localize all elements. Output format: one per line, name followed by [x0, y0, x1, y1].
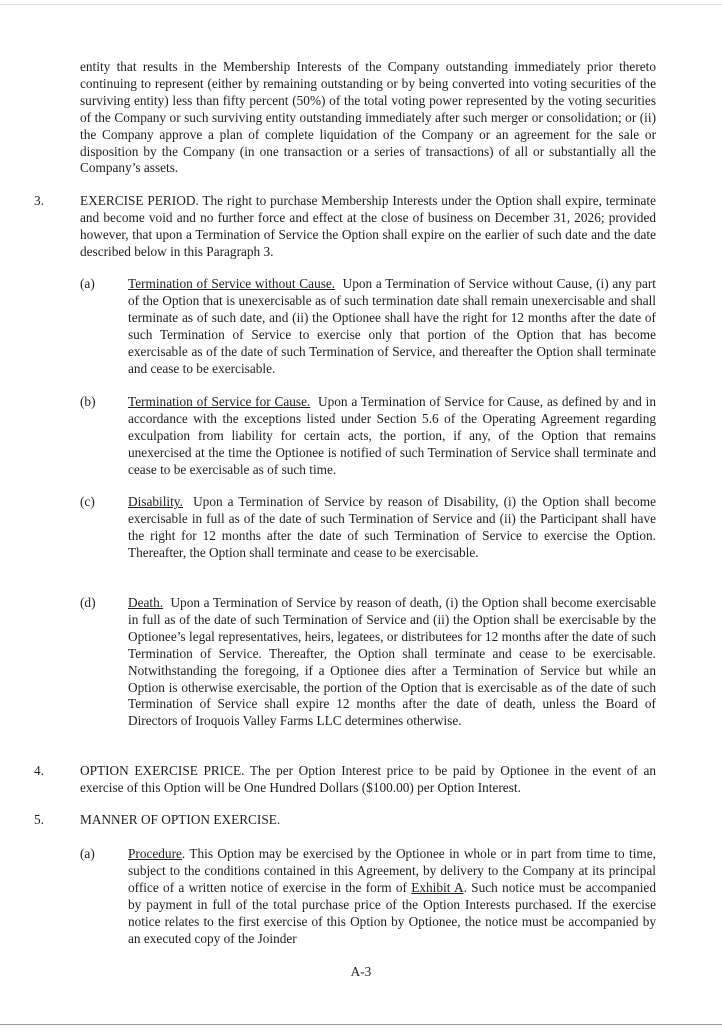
section-5a-exhibit-ref: Exhibit A [411, 879, 464, 895]
section-3d-text: Upon a Termination of Service by reason of death, (i) the Option shall become exercisable in full as of the date of such Termination of Service and (ii) the Option shall be exercisable by the Optionee’s legal representatives, heirs, legatees, or distributees for 12 months after the date of such Termination of Service. Thereafter, the Option shall terminate and cease to be exercisable. Notwithstanding the foregoing, if a Optionee dies after a Termination of Service but while an Option is otherwise exercisable, the portion of the Option that is exercisable as of the date of such Termination of Service shall expire 12 months after the date of death, unless the Board of Directors of Iroquois Valley Farms LLC determines otherwise. [128, 595, 656, 729]
scan-edge-top [0, 4, 722, 5]
scan-edge-bottom [0, 1024, 722, 1025]
section-3a-title: Termination of Service without Cause. [128, 276, 336, 291]
section-3c-paragraph [128, 494, 656, 562]
section-5a-paragraph [128, 846, 656, 947]
section-5-title: MANNER OF OPTION EXERCISE. [80, 812, 281, 827]
section-3c-text: Upon a Termination of Service by reason of Disability, (i) the Option shall become exercisable in full as of the date of such Termination of Service and (ii) the Participant shall have the right for 12 months after the date of such Termination of Service to exercise the Option. Thereafter, the Option shall terminate and cease to be exercisable. [128, 494, 657, 560]
section-3c-label: (c) [80, 494, 95, 509]
section-3a-label: (a) [80, 276, 95, 291]
section-3d-label: (d) [80, 595, 96, 610]
section-4-number: 4. [34, 763, 44, 778]
section-3c-title: Disability. [128, 494, 183, 509]
section-3-number: 3. [34, 193, 44, 208]
section-5-number: 5. [34, 812, 44, 827]
section-3b-paragraph [128, 394, 656, 479]
section-3b-title: Termination of Service for Cause. [128, 394, 311, 409]
section-3a-text: Upon a Termination of Service without Cause, (i) any part of the Option that is unexercisable as of such termination date shall remain unexercisable and shall terminate as of such date, and (ii) the Optionee shall have the right for 12 months after the date of such Termination of Service to exercise only that portion of the Option that has become exercisable as of the date of such Termination of Service, and thereafter the Option shall terminate and cease to be exercisable. [128, 276, 656, 376]
intro-paragraph: entity that results in the Membership Interests of the Company outstanding immediately prior thereto continuing to represent (either by remaining outstanding or by being converted into voting securities of the surviving entity) less than fifty percent (50%) of the total voting power represented by the voting securities of the Company or such surviving entity outstanding immediately after such merger or consolidation; or (ii) the Company approve a plan of complete liquidation of the Company or an agreement for the sale or disposition by the Company (in one transaction or a series of transactions) of all or substantially all the Company’s assets. [80, 59, 656, 176]
section-4-text: OPTION EXERCISE PRICE. The per Option Interest price to be paid by Optionee in the event of an exercise of this Option will be One Hundred Dollars ($100.00) per Option Interest. [80, 763, 656, 795]
page-number: A-3 [350, 964, 372, 979]
section-5a-title: Procedure [128, 846, 182, 861]
section-5a-text-after: . Such notice must be accompanied by payment in full of the total purchase price of the Option Interests purchased. If the exercise notice relates to the first exercise of this Option by Optionee, the notice must be accompanied by an executed copy of the Joinder [128, 879, 656, 946]
section-3b-text: Upon a Termination of Service for Cause, as defined by and in accordance with the exceptions listed under Section 5.6 of the Operating Agreement regarding exculpation from liability for certain acts, the portion, if any, of the Option that remains unexercised at the time the Optionee is notified of such Termination of Service shall terminate and cease to be exercisable as of such time. [128, 394, 656, 477]
section-3d-paragraph [128, 595, 656, 730]
section-3d-title: Death. [128, 595, 164, 610]
section-5a-label: (a) [80, 846, 95, 861]
section-3b-label: (b) [80, 394, 96, 409]
section-5a-text-before: . This Option may be exercised by the Optionee in whole or in part from time to time, subject to the conditions contained in this Agreement, by delivery to the Company at its principal office of a written notice of exercise in the form of [128, 846, 656, 895]
section-3-text: EXERCISE PERIOD. The right to purchase Membership Interests under the Option shall expire, terminate and become void and no further force and effect at the close of business on December 31, 2026; provided however, that upon a Termination of Service the Option shall expire on the earlier of such date and the date described below in this Paragraph 3. [80, 193, 656, 259]
section-3a-paragraph [128, 276, 656, 377]
